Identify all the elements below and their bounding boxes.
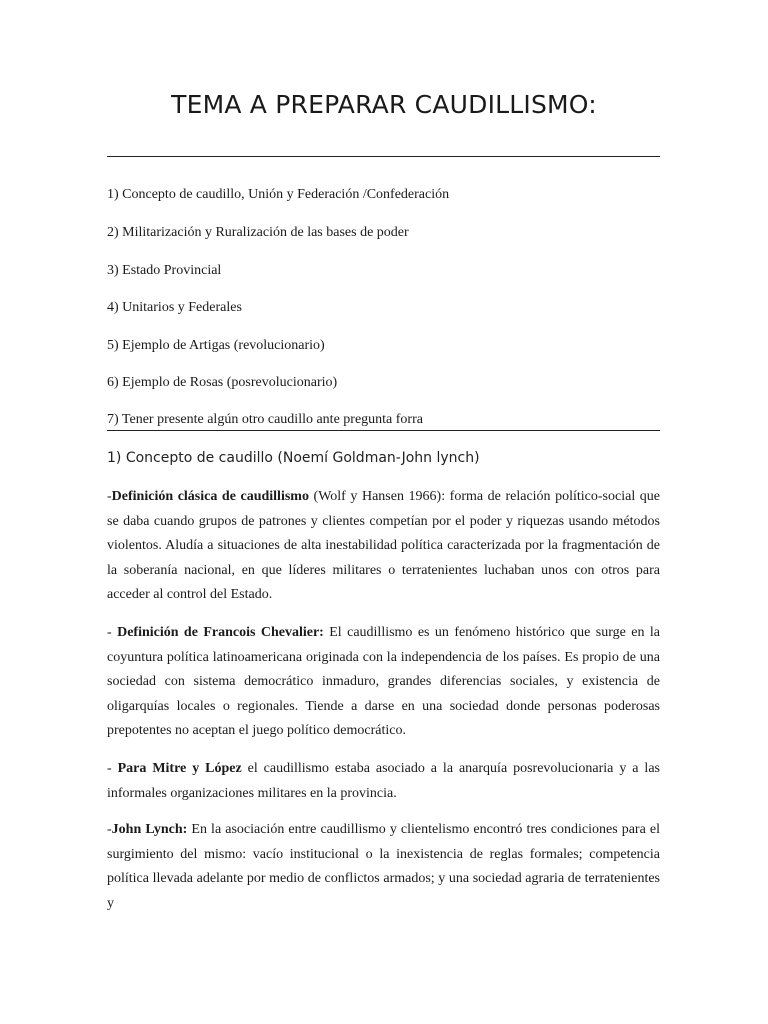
- paragraph-mitre-lopez: [107, 757, 660, 806]
- paragraph-body: el caudillismo estaba asociado a la anarquía posrevolucionaria y a las informales organizaciones militares en la provincia.: [107, 761, 660, 801]
- paragraph-prefix: -: [107, 489, 112, 504]
- topic-item: 5) Ejemplo de Artigas (revolucionario): [107, 338, 325, 353]
- paragraph-body: En la asociación entre caudillismo y clientelismo encontró tres condiciones para el surgimiento del mismo: vacío institucional o la inexistencia de reglas formales; competencia política llevada adelante por medio de conflictos armados; y una sociedad agraria de terratenientes y: [107, 822, 660, 911]
- paragraph-body: (Wolf y Hansen 1966): forma de relación político-social que se daba cuando grupos de patrones y clientes competían por el poder y riquezas usando métodos violentos. Aludía a situaciones de alta inestabilidad política caracterizada por la fragmentación de la soberanía nacional, en que líderes militares o terratenientes luchaban unos con otros para acceder al control del Estado.: [107, 489, 660, 602]
- paragraph-body: El caudillismo es un fenómeno histórico que surge en la coyuntura política latinoamericana originada con la independencia de los países. Es propio de una sociedad con sistema democrático inmaduro, grandes diferencias sociales, y existencia de oligarquías locales o regionales. Tiende a darse en una sociedad donde personas poderosas prepotentes no aceptan el juego político democrático.: [107, 625, 660, 738]
- topic-item: 6) Ejemplo de Rosas (posrevolucionario): [107, 375, 338, 390]
- paragraph-prefix: -: [107, 761, 118, 776]
- title-divider: [107, 156, 660, 157]
- topic-item: 4) Unitarios y Federales: [107, 300, 242, 315]
- page-title: TEMA A PREPARAR CAUDILLISMO:: [171, 90, 597, 119]
- paragraph-prefix: -: [107, 822, 112, 837]
- topic-item: 3) Estado Provincial: [107, 263, 222, 278]
- paragraph-bold-lead: Para Mitre y López: [117, 761, 242, 776]
- paragraph-chevalier-definition: [107, 621, 660, 744]
- section-heading: 1) Concepto de caudillo (Noemí Goldman-John lynch): [107, 450, 480, 466]
- topic-item: 7) Tener presente algún otro caudillo ante pregunta forra: [107, 412, 423, 427]
- topic-item: 2) Militarización y Ruralización de las bases de poder: [107, 225, 409, 240]
- paragraph-john-lynch: [107, 818, 660, 916]
- paragraph-bold-lead: Definición clásica de caudillismo: [111, 489, 309, 504]
- paragraph-prefix: -: [107, 625, 118, 640]
- paragraph-bold-lead: Definición de Francois Chevalier:: [117, 625, 324, 640]
- paragraph-bold-lead: John Lynch:: [111, 822, 188, 837]
- paragraph-classic-definition: [107, 485, 660, 608]
- topics-divider: [107, 430, 660, 431]
- topic-item: 1) Concepto de caudillo, Unión y Federación /Confederación: [107, 187, 450, 202]
